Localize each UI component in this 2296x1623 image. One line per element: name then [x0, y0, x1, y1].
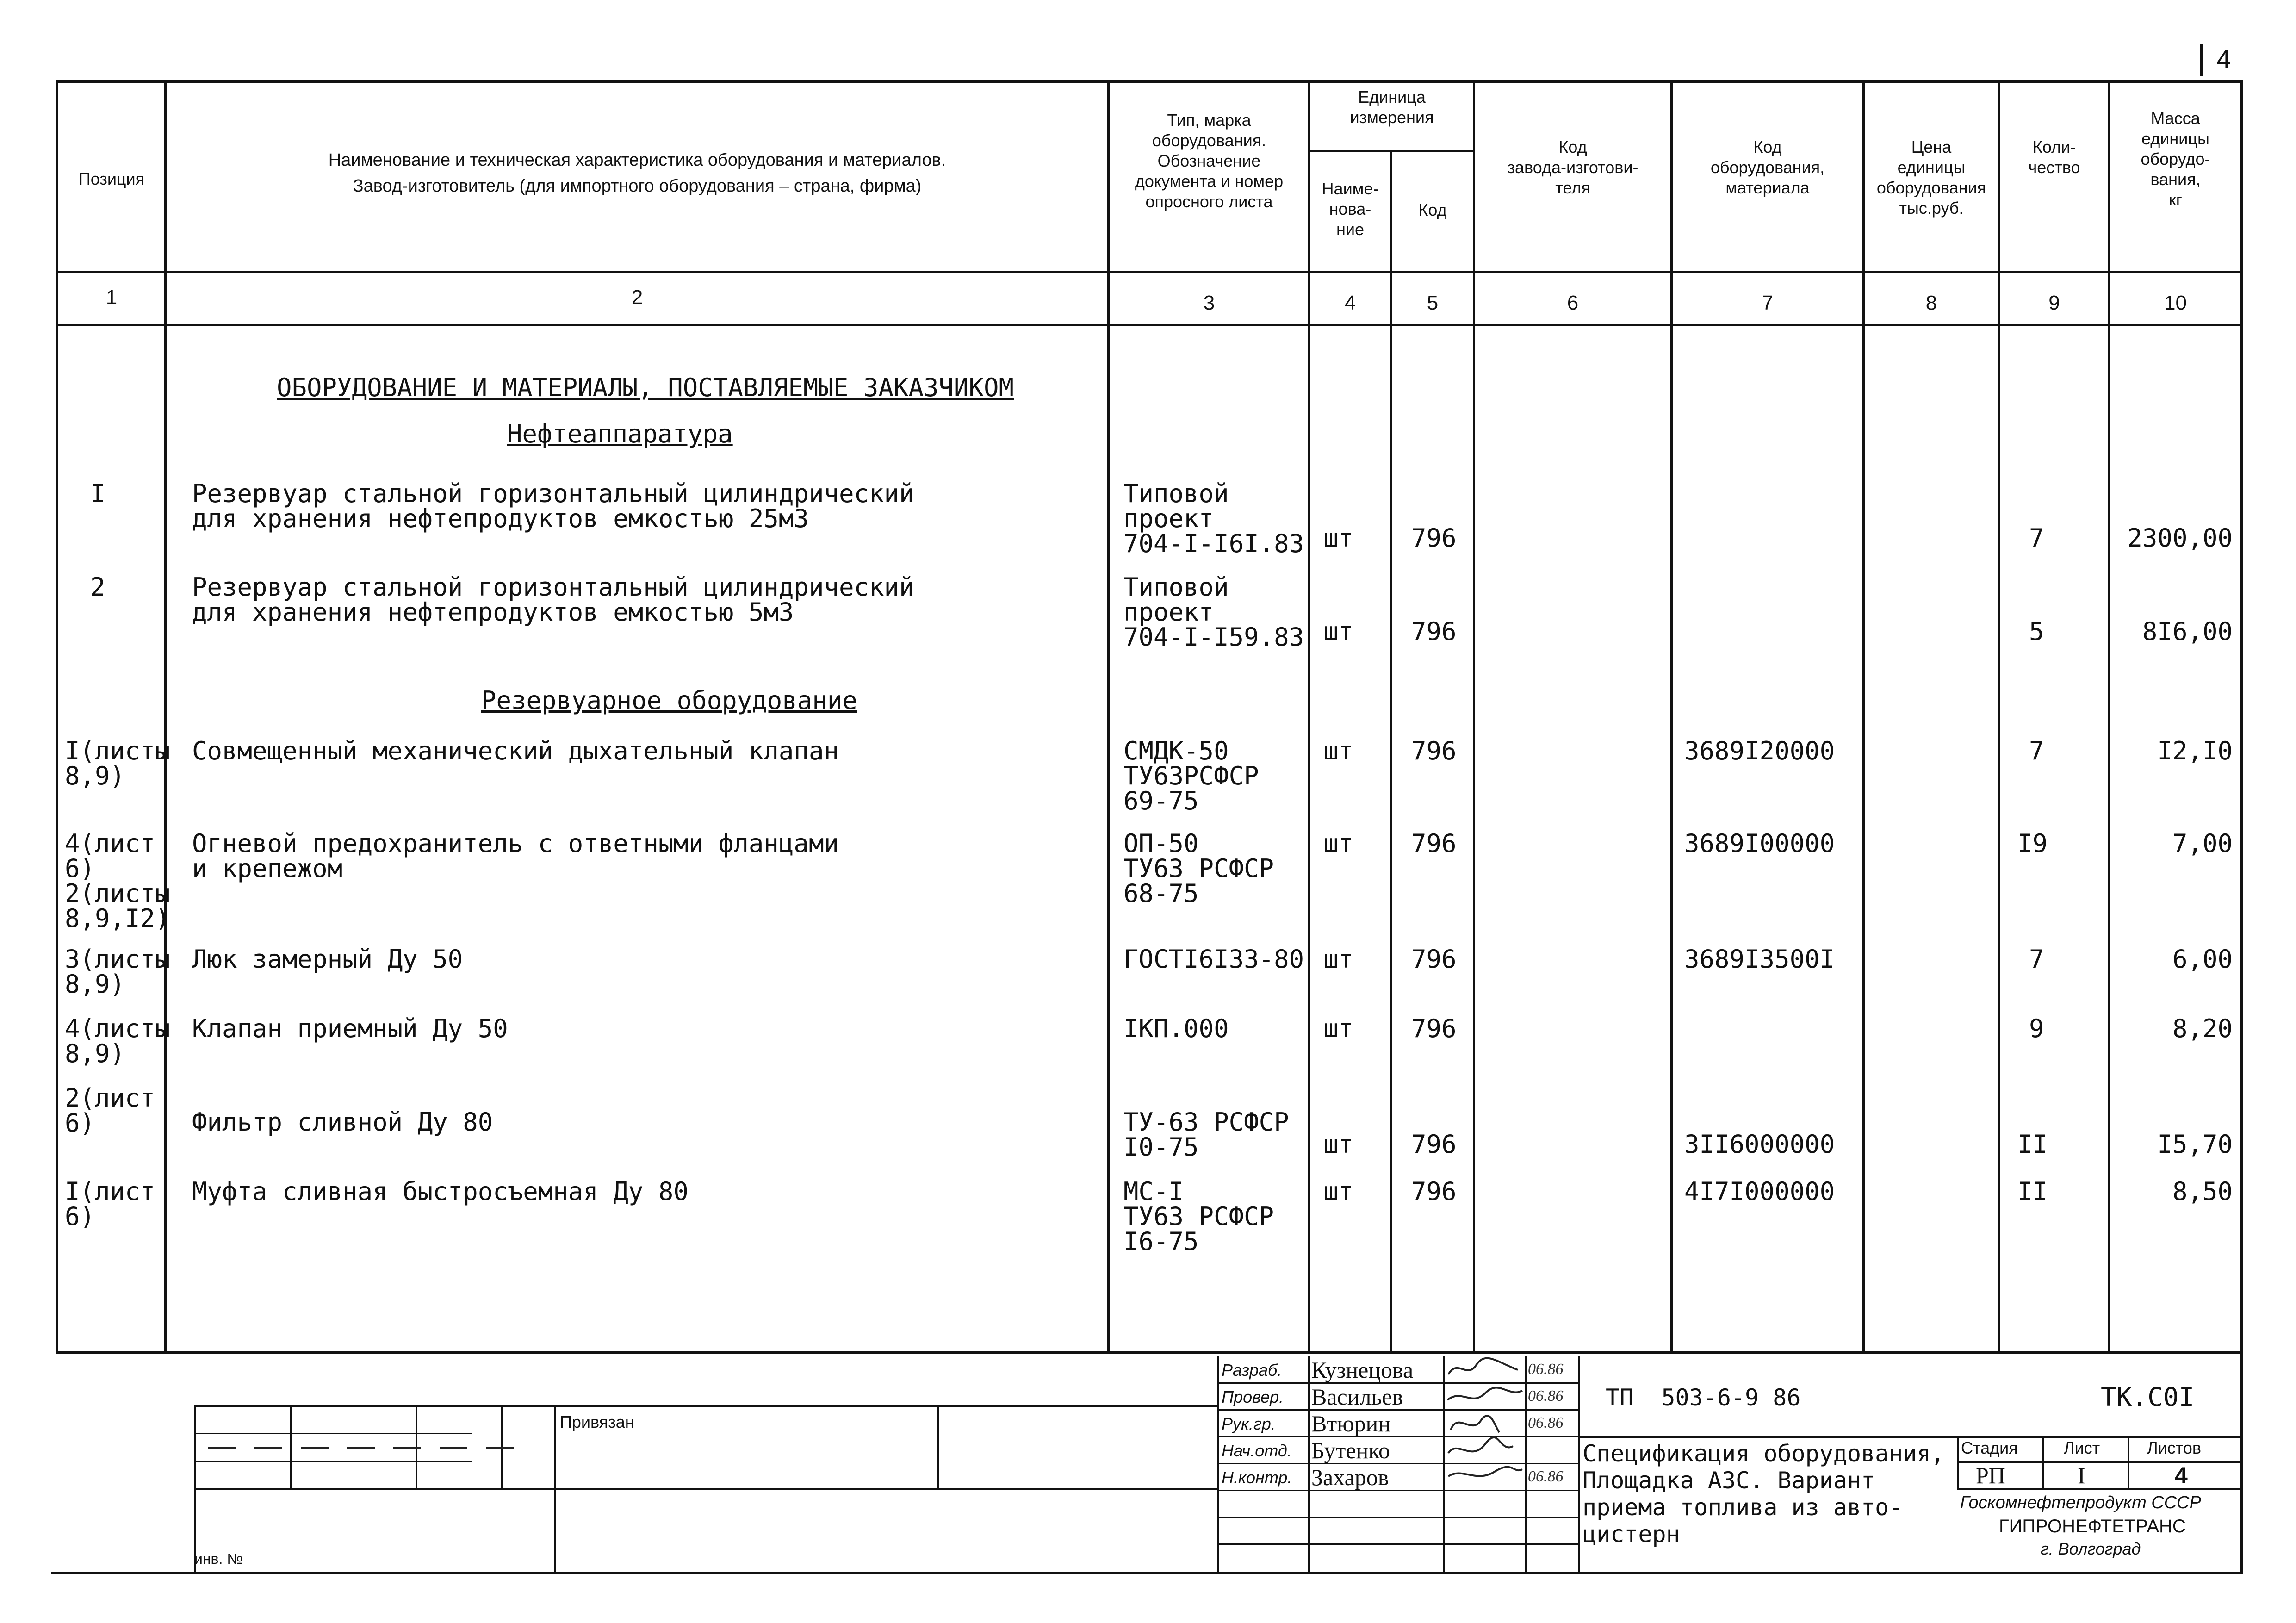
row-2-name: Резервуар стальной горизонтальный цилиндрический для хранения нефтепродуктов емкостью 5м3 — [192, 572, 914, 627]
row-2-code: 796 — [1411, 617, 1457, 646]
date-checker: 06.86 — [1528, 1387, 1564, 1405]
row-2-quantity: 5 — [2029, 617, 2044, 646]
header-unit-code: Код — [1418, 200, 1447, 219]
row-8-mass: 8,50 — [2172, 1177, 2233, 1206]
row-3-material-code: 3689I20000 — [1684, 736, 1835, 765]
col-number: 7 — [1762, 292, 1774, 314]
row-6-unit: шт — [1323, 1014, 1354, 1043]
stage-label: Стадия — [1961, 1438, 2018, 1457]
row-7-name: Фильтр сливной Ду 80 — [192, 1107, 493, 1137]
sheet-value: I — [2078, 1462, 2085, 1488]
row-6-type: IКП.000 — [1123, 1014, 1229, 1043]
date-norm-control: 06.86 — [1528, 1468, 1564, 1485]
section-subtitle-neft: Нефтеаппаратура — [507, 419, 733, 448]
col-number: 10 — [2164, 292, 2187, 314]
role-norm-control: Н.контр. — [1222, 1468, 1292, 1487]
row-8-quantity: II — [2017, 1177, 2048, 1206]
row-8-position: I(лист 6) — [65, 1177, 155, 1231]
row-7-unit: шт — [1323, 1130, 1354, 1159]
row-7-type: ТУ-63 РСФСР I0-75 — [1123, 1107, 1289, 1162]
header-unit-group: Единица измерения — [1350, 87, 1434, 127]
row-8-material-code: 4I7I000000 — [1684, 1177, 1835, 1206]
org-institute: ГИПРОНЕФТЕТРАНС — [1999, 1516, 2186, 1536]
row-1-mass: 2300,00 — [2127, 523, 2233, 553]
header-mass: Масса единицы оборудо- вания, кг — [2141, 109, 2210, 209]
section-subtitle-rez: Резервуарное оборудование — [481, 686, 857, 715]
row-1-quantity: 7 — [2029, 523, 2044, 553]
role-checker: Провер. — [1222, 1387, 1284, 1406]
col-number: 5 — [1427, 292, 1439, 314]
row-6-position: 4(листы 8,9) — [65, 1014, 170, 1068]
row-1-name: Резервуар стальной горизонтальный цилиндрический для хранения нефтепродуктов емкостью 25м3 — [192, 479, 914, 533]
row-2-mass: 8I6,00 — [2142, 617, 2233, 646]
row-7-material-code: 3II6000000 — [1684, 1130, 1835, 1159]
row-3-unit: шт — [1323, 736, 1354, 765]
row-3-mass: I2,I0 — [2157, 736, 2233, 765]
binding-label: Привязан — [560, 1412, 634, 1431]
row-7-quantity: II — [2017, 1130, 2048, 1159]
sheet-label: Лист — [2064, 1438, 2100, 1457]
header-price: Цена единицы оборудования тыс.руб. — [1876, 137, 1986, 218]
stage-value: РП — [1976, 1462, 2005, 1488]
col-number: 6 — [1567, 292, 1579, 314]
header-quantity: Коли- чество — [2028, 137, 2080, 177]
name-norm-control: Захаров — [1311, 1464, 1389, 1490]
header-factory-code: Код завода-изготови- теля — [1507, 137, 1638, 197]
row-2-unit: шт — [1323, 617, 1354, 646]
signatures — [1444, 1356, 1527, 1490]
header-type: Тип, марка оборудования. Обозначение документа и номер опросного листа — [1135, 111, 1284, 211]
row-8-unit: шт — [1323, 1177, 1354, 1206]
col-number: 1 — [105, 286, 118, 309]
row-7-code: 796 — [1411, 1130, 1457, 1159]
row-1-code: 796 — [1411, 523, 1457, 553]
col-number: 4 — [1344, 292, 1356, 314]
row-3-quantity: 7 — [2029, 736, 2044, 765]
row-8-type: МС-I ТУ63 РСФСР I6-75 — [1123, 1177, 1274, 1256]
sheets-label: Листов — [2147, 1438, 2201, 1457]
sheets-value: 4 — [2175, 1462, 2188, 1488]
header-position: Позиция — [78, 169, 145, 188]
row-3-position: I(листы 8,9) — [65, 736, 170, 790]
row-6-code: 796 — [1411, 1014, 1457, 1043]
row-8-code: 796 — [1411, 1177, 1457, 1206]
col-number: 2 — [631, 286, 643, 309]
row-4-code: 796 — [1411, 829, 1457, 858]
col-number: 3 — [1203, 292, 1215, 314]
row-7-mass: I5,70 — [2157, 1130, 2233, 1159]
header-unit-name: Наиме- нова- ние — [1322, 179, 1379, 239]
row-3-type: СМДК-50 ТУ63РСФСР 69-75 — [1123, 736, 1259, 815]
section-title: ОБОРУДОВАНИЕ И МАТЕРИАЛЫ, ПОСТАВЛЯЕМЫЕ ЗАКАЗЧИКОМ — [277, 373, 1014, 402]
row-5-quantity: 7 — [2029, 945, 2044, 974]
row-7-position: 2(лист 6) — [65, 1083, 155, 1138]
name-checker: Васильев — [1311, 1384, 1403, 1410]
row-3-code: 796 — [1411, 736, 1457, 765]
page-number: 4 — [2216, 44, 2231, 74]
document-code: ТК.С0I — [2101, 1382, 2195, 1412]
row-8-name: Муфта сливная быстросъемная Ду 80 — [192, 1177, 689, 1206]
row-4-position: 4(лист 6) 2(листы 8,9,I2) — [65, 829, 170, 933]
row-6-name: Клапан приемный Ду 50 — [192, 1014, 508, 1043]
row-1-position: I — [90, 479, 105, 508]
row-5-material-code: 3689I3500I — [1684, 945, 1835, 974]
row-1-type: Типовой проект 704-I-I6I.83 — [1123, 479, 1304, 558]
role-group-head: Рук.гр. — [1222, 1414, 1276, 1433]
row-4-type: ОП-50 ТУ63 РСФСР 68-75 — [1123, 829, 1274, 908]
name-dept-head: Бутенко — [1311, 1437, 1390, 1463]
row-2-type: Типовой проект 704-I-I59.83 — [1123, 572, 1304, 652]
role-dept-head: Нач.отд. — [1222, 1441, 1292, 1460]
row-4-mass: 7,00 — [2172, 829, 2233, 858]
row-4-name: Огневой предохранитель с ответными фланцами и крепежом — [192, 829, 839, 883]
col-number: 8 — [1925, 292, 1937, 314]
date-group-head: 06.86 — [1528, 1414, 1564, 1431]
date-developer: 06.86 — [1528, 1361, 1564, 1378]
row-5-mass: 6,00 — [2172, 945, 2233, 974]
header-material-code: Код оборудования, материала — [1710, 137, 1825, 197]
row-4-material-code: 3689I00000 — [1684, 829, 1835, 858]
inventory-label: инв. № — [194, 1550, 243, 1567]
name-group-head: Втюрин — [1311, 1411, 1391, 1436]
org-ministry: Госкомнефтепродукт СССР — [1960, 1493, 2201, 1512]
row-5-unit: шт — [1323, 945, 1354, 974]
row-1-unit: шт — [1323, 523, 1354, 553]
row-6-mass: 8,20 — [2172, 1014, 2233, 1043]
name-developer: Кузнецова — [1311, 1357, 1414, 1383]
org-city: г. Волгоград — [2041, 1539, 2141, 1558]
col-number: 9 — [2048, 292, 2060, 314]
row-5-type: ГОСТI6I33-80 — [1123, 945, 1304, 974]
row-4-quantity: I9 — [2017, 829, 2048, 858]
row-5-position: 3(листы 8,9) — [65, 945, 170, 999]
row-5-name: Люк замерный Ду 50 — [192, 945, 463, 974]
header-name: Наименование и техническая характеристика оборудования и материалов. Завод-изготовитель (для импортного оборудования – страна, фирма) — [328, 150, 946, 196]
project-number: ТП 503-6-9 86 — [1606, 1384, 1801, 1411]
role-developer: Разраб. — [1222, 1361, 1282, 1380]
row-4-unit: шт — [1323, 829, 1354, 858]
row-3-name: Совмещенный механический дыхательный клапан — [192, 736, 839, 765]
document-description: Спецификация оборудования, Площадка АЗС. Вариант приема топлива из авто- цистерн — [1582, 1440, 1945, 1548]
row-2-position: 2 — [90, 572, 105, 602]
row-6-quantity: 9 — [2029, 1014, 2044, 1043]
row-5-code: 796 — [1411, 945, 1457, 974]
